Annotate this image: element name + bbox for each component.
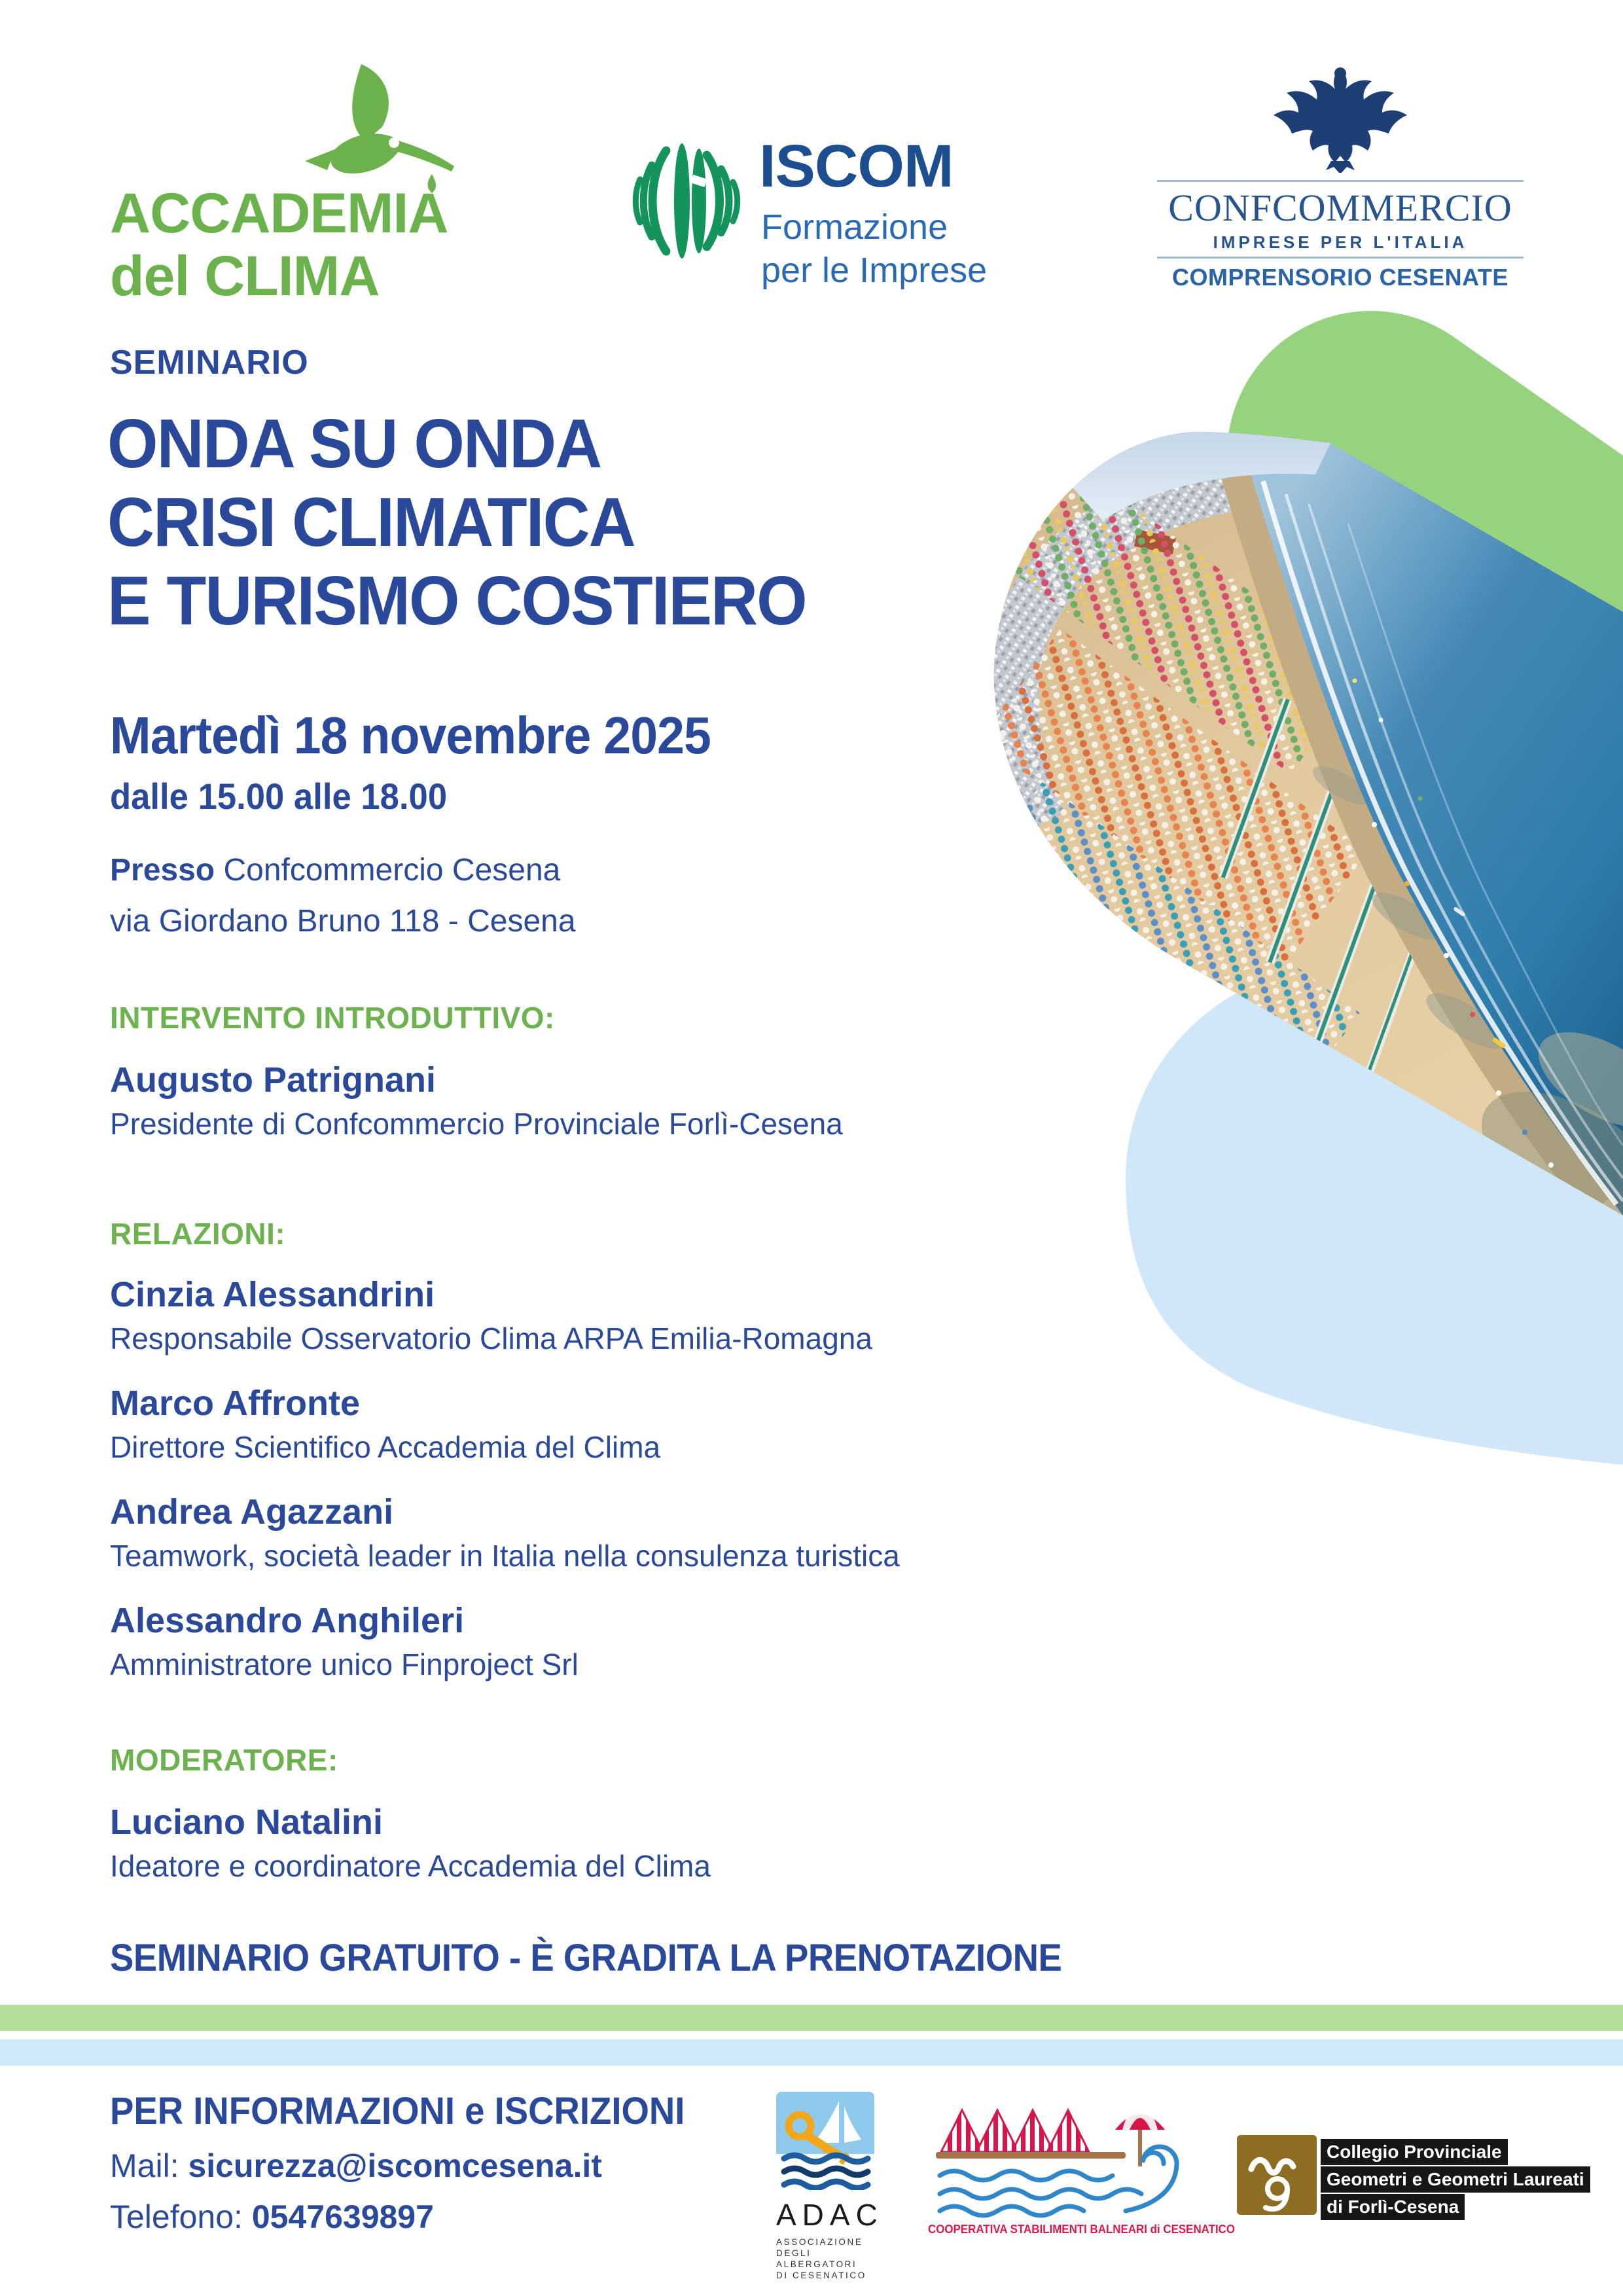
eagle-icon [1157, 63, 1524, 173]
confcommercio-region: COMPRENSORIO CESENATE [1172, 264, 1508, 291]
accademia-line1: ACCADEMIA [110, 182, 448, 245]
speaker-name: Augusto Patrignani [110, 1060, 436, 1100]
phone-value: 0547639897 [251, 2198, 434, 2235]
speaker-name: Alessandro Anghileri [110, 1601, 465, 1640]
hummingbird-icon [296, 64, 459, 195]
list-item [110, 1602, 1157, 1681]
speaker-name: Marco Affronte [110, 1384, 361, 1423]
footer-heading: PER INFORMAZIONI e ISCRIZIONI [110, 2090, 685, 2132]
globe-bars-icon [628, 139, 743, 263]
intro-speaker [110, 1062, 843, 1140]
speaker-name: Cinzia Alessandrini [110, 1275, 435, 1314]
geometri-monogram-icon [1237, 2135, 1317, 2215]
confcommercio-rule-top [1157, 180, 1524, 182]
adac-subtitle: ASSOCIAZIONE DEGLI ALBERGATORI DI CESENATICO [776, 2237, 866, 2280]
list-item [110, 1276, 1157, 1355]
iscom-logo-text: ISCOM [759, 133, 954, 200]
section-heading-moderatore: MODERATORE: [110, 1743, 338, 1777]
mail-label: Mail: [110, 2147, 179, 2184]
iscom-tagline2: per le Imprese [761, 251, 988, 290]
event-address: via Giordano Bruno 118 - Cesena [110, 904, 576, 939]
divider-band-blue [0, 2039, 1623, 2066]
confcommercio-rule-bottom [1157, 257, 1524, 259]
speaker-role: Ideatore e coordinatore Accademia del Clima [110, 1849, 711, 1883]
speaker-role: Direttore Scientifico Accademia del Clima [110, 1430, 661, 1464]
iscom-tagline1: Formazione [761, 207, 948, 247]
speaker-role: Amministratore unico Finproject Srl [110, 1647, 579, 1681]
adac-name: ADAC [776, 2198, 883, 2232]
speaker-role: Responsabile Osservatorio Clima ARPA Emilia-Romagna [110, 1321, 872, 1355]
seminar-kicker: SEMINARIO [110, 344, 309, 382]
footer-mail [110, 2147, 602, 2185]
collegio-text [1321, 2139, 1596, 2221]
mail-value[interactable]: sicurezza@iscomcesena.it [188, 2147, 602, 2184]
event-venue [110, 852, 560, 888]
title-line-3: E TURISMO COSTIERO [107, 562, 806, 639]
speaker-role: Teamwork, società leader in Italia nella consulenza turistica [110, 1539, 900, 1573]
collegio-line2: Geometri e Geometri Laureati [1321, 2166, 1590, 2193]
venue-label: Presso [110, 853, 215, 888]
collegio-line1: Collegio Provinciale [1321, 2139, 1508, 2165]
venue-name: Confcommercio Cesena [223, 853, 561, 888]
section-heading-relazioni: RELAZIONI: [110, 1217, 286, 1251]
event-time: dalle 15.00 alle 18.00 [110, 776, 448, 817]
free-seminar-notice: SEMINARIO GRATUITO - È GRADITA LA PRENOTAZIONE [110, 1937, 1062, 1979]
cooperativa-caption: COOPERATIVA STABILIMENTI BALNEARI di CESENATICO [928, 2223, 1236, 2236]
speaker-name: Andrea Agazzani [110, 1492, 394, 1532]
confcommercio-name: CONFCOMMERCIO [1168, 187, 1512, 229]
list-item [110, 1494, 1157, 1572]
confcommercio-subtitle: IMPRESE PER L'ITALIA [1213, 232, 1468, 252]
accademia-line2: del CLIMA [110, 245, 380, 308]
event-date: Martedì 18 novembre 2025 [110, 706, 711, 764]
relazioni-list [110, 1276, 1157, 1711]
footer-phone [110, 2198, 434, 2236]
title-line-1: ONDA SU ONDA [107, 405, 601, 482]
speaker-role: Presidente di Confcommercio Provinciale Forlì-Cesena [110, 1107, 843, 1141]
accademia-logo-text [110, 182, 448, 308]
collegio-line3: di Forlì-Cesena [1321, 2194, 1465, 2220]
section-heading-intro: INTERVENTO INTRODUTTIVO: [110, 1001, 555, 1035]
divider-band-green [0, 2005, 1623, 2031]
title-line-2: CRISI CLIMATICA [107, 484, 635, 561]
event-title [107, 404, 851, 640]
adac-logo [776, 2092, 881, 2281]
confcommercio-logo [1157, 63, 1524, 291]
collegio-logo [1237, 2135, 1584, 2218]
key-sail-waves-icon [776, 2092, 874, 2190]
list-item [110, 1385, 1157, 1463]
phone-label: Telefono: [110, 2198, 243, 2235]
beach-cabins-icon [929, 2089, 1204, 2220]
speaker-name: Luciano Natalini [110, 1803, 383, 1842]
moderatore-speaker [110, 1804, 711, 1882]
